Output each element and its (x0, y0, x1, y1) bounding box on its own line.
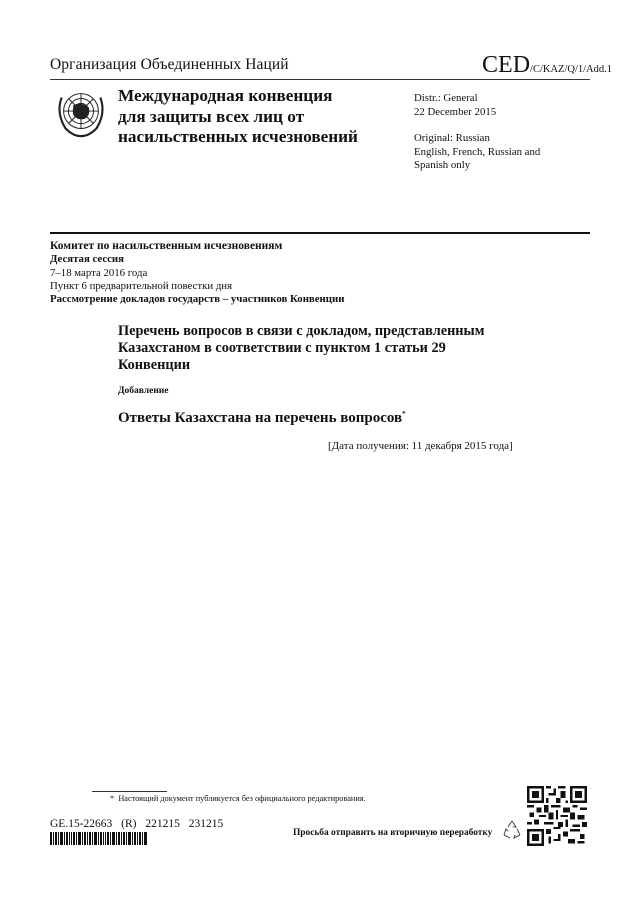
committee-block (50, 240, 344, 306)
agenda-item: Пункт 6 предварительной повестки дня (50, 279, 233, 292)
convention-title-line: насильственных исчезновений (118, 127, 358, 146)
answers-title-text: Ответы Казахстана на перечень вопросов (118, 410, 403, 426)
job-number (50, 818, 223, 830)
ge-code: GE.15-22663 (R) (50, 818, 137, 830)
qr-code-icon (527, 786, 587, 846)
footnote-marker[interactable]: * (402, 410, 406, 418)
convention-title-line: для защиты всех лиц от (118, 106, 305, 126)
agenda-title: Рассмотрение докладов государств – участников Конвенции (50, 293, 345, 306)
symbol-main: CED (482, 52, 531, 78)
footnote-rule (92, 791, 167, 792)
committee-name: Комитет по насильственным исчезновениям (50, 240, 283, 252)
document-title-line: Перечень вопросов в связи с докладом, представленным (118, 323, 485, 339)
barcode-icon (50, 832, 160, 845)
un-emblem-icon (52, 84, 110, 142)
languages-line: Spanish only (414, 159, 471, 171)
distr-date: 22 December 2015 (414, 105, 497, 118)
symbol-suffix: /C/KAZ/Q/1/Add.1 (530, 64, 612, 75)
convention-title (118, 86, 408, 148)
footnote (110, 794, 366, 803)
date-code-2: 231215 (188, 818, 224, 830)
recycle-icon (500, 818, 524, 842)
date-code-1: 221215 (145, 818, 180, 830)
document-title-line: Конвенции (118, 357, 191, 373)
answers-title (118, 410, 406, 427)
languages-line: English, French, Russian and (414, 145, 541, 158)
document-title-line: Казахстаном в соответствии с пунктом 1 статьи 29 (118, 340, 446, 356)
document-symbol (482, 52, 612, 79)
footnote-marker: * (110, 794, 115, 803)
date-received: [Дата получения: 11 декабря 2015 года] (328, 440, 513, 452)
organization-name: Организация Объединенных Наций (50, 56, 289, 73)
distribution-block (414, 92, 540, 173)
document-title (118, 323, 538, 374)
footnote-text: Настоящий документ публикуется без официального редактирования. (118, 794, 366, 803)
session: Десятая сессия (50, 253, 124, 266)
distr-label: Distr.: General (414, 92, 478, 104)
convention-title-line: Международная конвенция (118, 86, 333, 105)
addendum-label: Добавление (118, 386, 169, 396)
session-dates: 7–18 марта 2016 года (50, 266, 148, 279)
recycle-text: Просьба отправить на вторичную переработку (293, 828, 493, 838)
original-language: Original: Russian (414, 132, 490, 144)
header-rule (50, 79, 590, 80)
section-rule (50, 232, 590, 234)
